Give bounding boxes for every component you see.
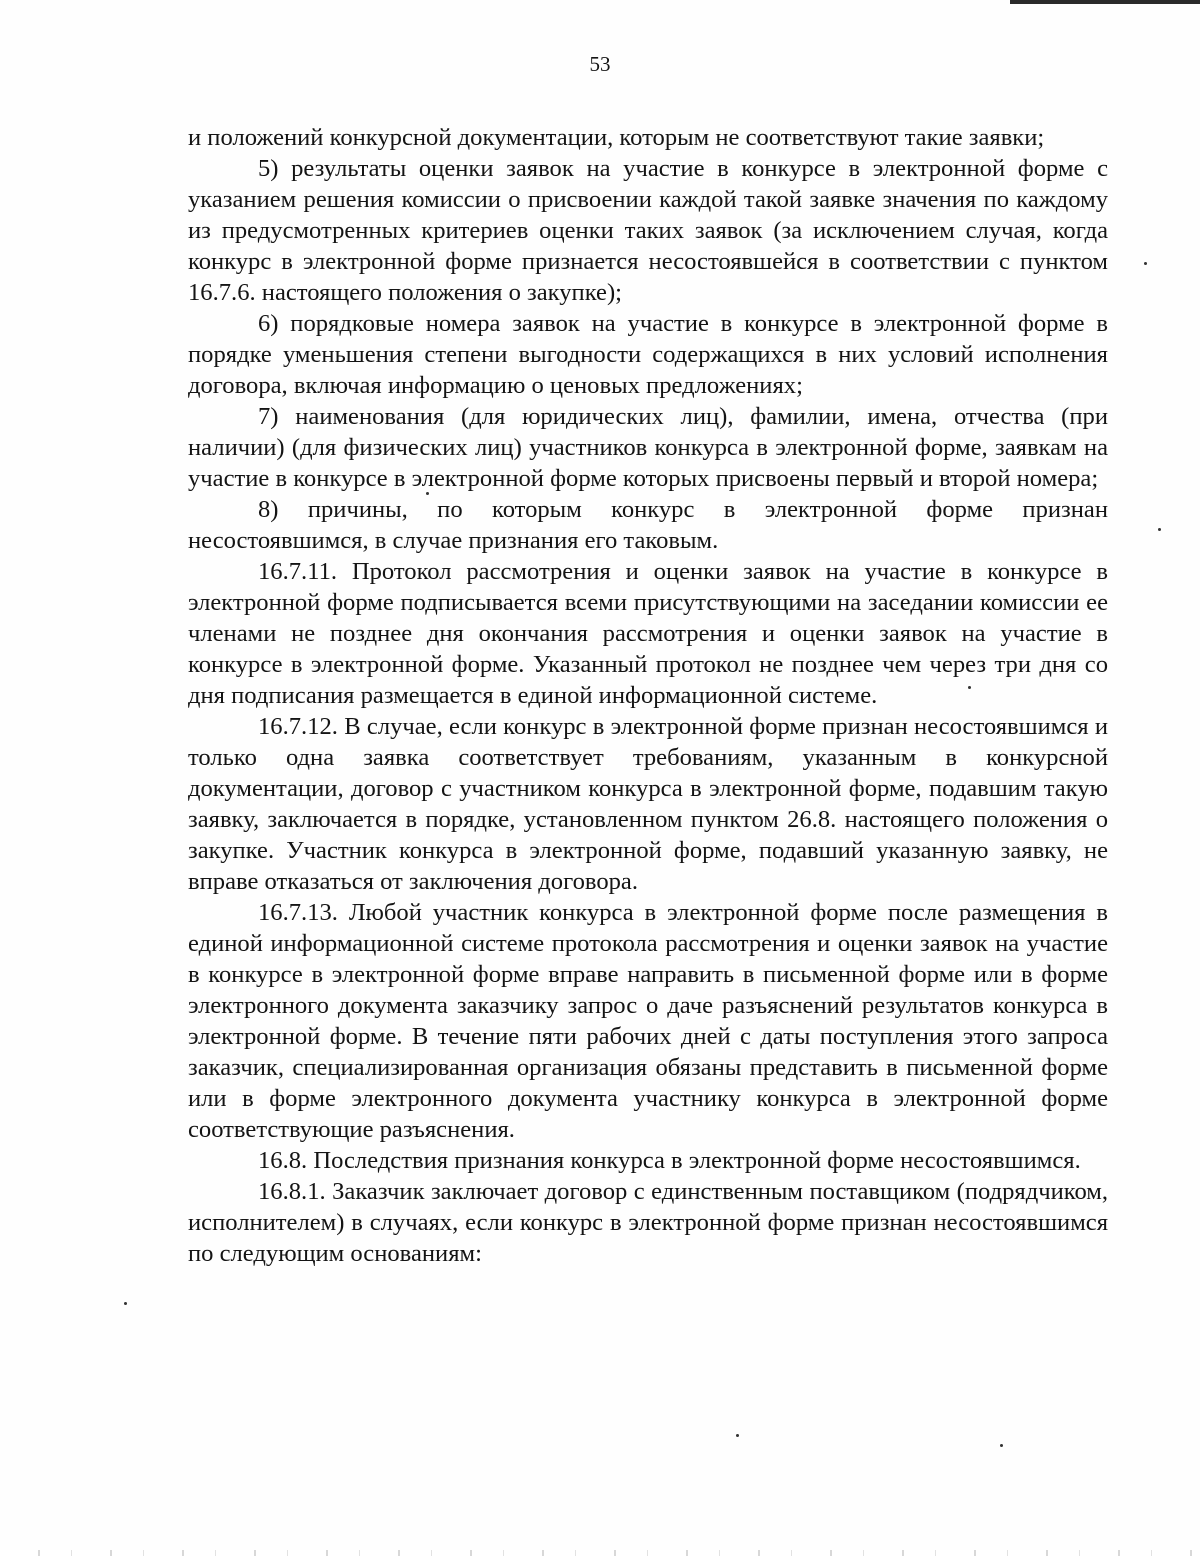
scan-speck xyxy=(1144,262,1147,265)
page-number: 53 xyxy=(589,52,611,76)
paragraph-16-7-12: 16.7.12. В случае, если конкурс в электронной форме признан несостоявшимся и только одна заявка соответствует требованиям, указанным в конкурсной документации, договор с участником конкурса в электронной форме, подавшим такую заявку, заключается в порядке, установленном пунктом 26.8. настоящего положения о закупке. Участник конкурса в электронной форме, подавший указанную заявку, не вправе отказаться от заключения договора. xyxy=(188,713,1108,895)
paragraph-item-8: 8) причины, по которым конкурс в электронной форме признан несостоявшимся, в случае признания его таковым. xyxy=(188,496,1108,554)
scan-bottom-edge xyxy=(0,1550,1200,1556)
scan-speck xyxy=(1000,1444,1003,1447)
scan-speck xyxy=(736,1434,739,1437)
scan-speck xyxy=(426,492,429,495)
paragraph-item-7: 7) наименования (для юридических лиц), фамилии, имена, отчества (при наличии) (для физических лиц) участников конкурса в электронной форме, заявкам на участие в конкурсе в электронной форме которых присвоены первый и второй номера; xyxy=(188,403,1108,492)
paragraph-16-8-heading: 16.8. Последствия признания конкурса в электронной форме несостоявшимся. xyxy=(258,1147,1081,1174)
document-body xyxy=(188,122,1108,1269)
scan-speck xyxy=(968,686,971,689)
scan-speck xyxy=(1158,528,1161,531)
paragraph-item-6: 6) порядковые номера заявок на участие в конкурсе в электронной форме в порядке уменьшения степени выгодности содержащихся в них условий исполнения договора, включая информацию о ценовых предложениях; xyxy=(188,310,1108,399)
paragraph-16-7-13: 16.7.13. Любой участник конкурса в электронной форме после размещения в единой информационной системе протокола рассмотрения и оценки заявок на участие в конкурсе в электронной форме вправе направить в письменной форме или в форме электронного документа заказчику запрос о даче разъяснений результатов конкурса в электронной форме. В течение пяти рабочих дней с даты поступления этого запроса заказчик, специализированная организация обязаны представить в письменной форме или в форме электронного документа участнику конкурса в электронной форме соответствующие разъяснения. xyxy=(188,899,1108,1143)
scan-edge-artifact xyxy=(1010,0,1200,4)
scan-speck xyxy=(124,1302,127,1305)
paragraph-continuation: и положений конкурсной документации, которым не соответствуют такие заявки; xyxy=(188,124,1045,151)
paragraph-item-5: 5) результаты оценки заявок на участие в конкурсе в электронной форме с указанием решения комиссии о присвоении каждой такой заявке значения по каждому из предусмотренных критериев оценки таких заявок (за исключением случая, когда конкурс в электронной форме признается несостоявшейся в соответствии с пунктом 16.7.6. настоящего положения о закупке); xyxy=(188,155,1108,306)
paragraph-16-7-11: 16.7.11. Протокол рассмотрения и оценки заявок на участие в конкурсе в электронной форме подписывается всеми присутствующими на заседании комиссии ее членами не позднее дня окончания рассмотрения и оценки заявок на участие в конкурсе в электронной форме. Указанный протокол не позднее чем через три дня со дня подписания размещается в единой информационной системе. xyxy=(188,558,1108,709)
paragraph-16-8-1: 16.8.1. Заказчик заключает договор с единственным поставщиком (подрядчиком, исполнителем) в случаях, если конкурс в электронной форме признан несостоявшимся по следующим основаниям: xyxy=(188,1178,1108,1267)
